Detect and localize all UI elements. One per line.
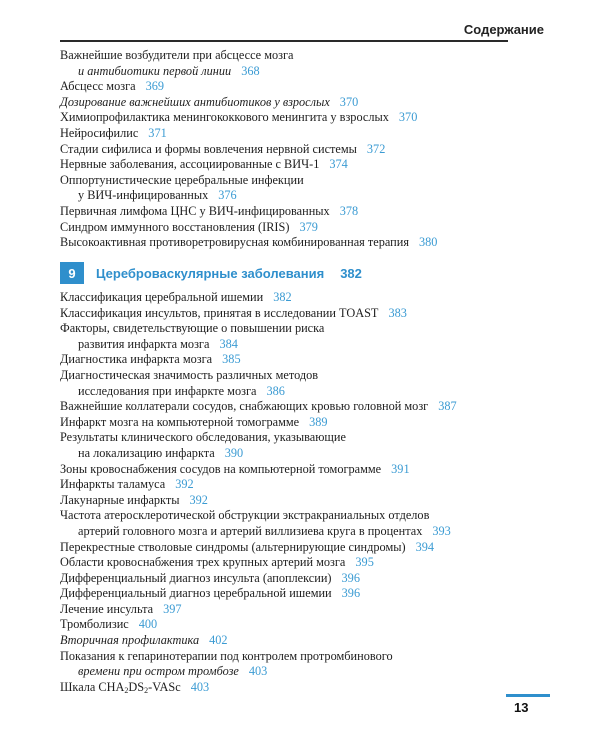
toc-entry[interactable]: Лакунарные инфаркты 392 bbox=[60, 492, 208, 507]
running-header: Содержание bbox=[463, 22, 544, 37]
page-number: 13 bbox=[514, 700, 529, 715]
page-ref[interactable]: 371 bbox=[148, 125, 167, 140]
toc-entry[interactable]: Факторы, свидетельствующие о повышении риска развития инфаркта мозга 384 bbox=[60, 321, 325, 351]
page-ref[interactable]: 379 bbox=[299, 219, 318, 234]
page-ref[interactable]: 374 bbox=[329, 157, 348, 172]
toc-entry[interactable]: Инфаркты таламуса 392 bbox=[60, 477, 194, 492]
page-ref[interactable]: 383 bbox=[388, 305, 407, 320]
page-ref[interactable]: 386 bbox=[266, 383, 285, 398]
page-ref[interactable]: 387 bbox=[438, 399, 457, 414]
page-ref[interactable]: 397 bbox=[163, 601, 182, 616]
toc-entry[interactable]: Зоны кровоснабжения сосудов на компьютерной томограмме 391 bbox=[60, 461, 410, 476]
page-ref[interactable]: 392 bbox=[189, 492, 208, 507]
page-ref[interactable]: 395 bbox=[355, 555, 374, 570]
page-ref[interactable]: 378 bbox=[339, 203, 359, 218]
page-ref[interactable]: 382 bbox=[273, 290, 292, 304]
toc-entry[interactable]: Нервные заболевания, ассоциированные с ВИЧ-1 374 bbox=[60, 157, 348, 172]
toc-entry[interactable]: Частота атеросклеротической обструкции экстракраниальных отделов артерий головного мозга и артерий виллизиева круга в процентах 393 bbox=[60, 508, 451, 538]
toc-entry[interactable]: Диагностическая значимость различных методов исследования при инфаркте мозга 386 bbox=[60, 367, 319, 398]
toc-entry[interactable]: Важнейшие коллатерали сосудов, снабжающих кровью головной мозг 387 bbox=[60, 399, 457, 414]
page-ref[interactable]: 391 bbox=[391, 461, 410, 476]
toc-entry[interactable]: Нейросифилис 371 bbox=[60, 125, 167, 140]
toc-entry[interactable]: Диагностика инфаркта мозга 385 bbox=[60, 352, 241, 367]
page-ref[interactable]: 369 bbox=[145, 79, 165, 94]
toc-entry[interactable]: Перекрестные стволовые синдромы (альтернирующие синдромы) 394 bbox=[60, 539, 435, 554]
toc-section-b bbox=[60, 290, 540, 695]
toc-entry[interactable]: Стадии сифилиса и формы вовлечения нервной системы 372 bbox=[60, 141, 386, 156]
page-ref[interactable]: 385 bbox=[222, 352, 241, 367]
page-ref[interactable]: 396 bbox=[341, 586, 361, 601]
toc-entry[interactable]: Важнейшие возбудители при абсцессе мозга и антибиотики первой линии 368 bbox=[60, 48, 294, 78]
toc-entry[interactable]: Абсцесс мозга 369 bbox=[60, 79, 165, 94]
page-ref[interactable]: 393 bbox=[432, 523, 451, 538]
page-ref[interactable]: 370 bbox=[339, 94, 359, 109]
page-ref[interactable]: 400 bbox=[138, 617, 158, 632]
toc-entry[interactable]: Вторичная профилактика 402 bbox=[60, 633, 228, 648]
toc-entry[interactable]: Классификация церебральной ишемии 382 bbox=[60, 290, 292, 304]
page-ref[interactable]: 394 bbox=[415, 539, 435, 554]
page-ref[interactable]: 372 bbox=[366, 141, 386, 156]
chapter-heading[interactable] bbox=[60, 262, 362, 284]
toc-entry[interactable]: Шкала $CHA_2DS_2$-VASc 403 bbox=[60, 679, 210, 695]
toc-entry[interactable]: Дозирование важнейших антибиотиков у взрослых 370 bbox=[60, 94, 359, 109]
toc-entry[interactable]: Показания к гепаринотерапии под контролем протромбинового времени при остром тромбозе 403 bbox=[60, 648, 393, 679]
page-ref[interactable]: 380 bbox=[418, 235, 438, 250]
toc-entry[interactable]: Результаты клинического обследования, указывающие на локализацию инфаркта 390 bbox=[60, 430, 346, 460]
header-rule bbox=[60, 40, 508, 42]
toc-entry[interactable]: Химиопрофилактика менингококкового менингита у взрослых 370 bbox=[60, 110, 418, 125]
toc-entry[interactable]: Первичная лимфома ЦНС у ВИЧ-инфицированных 378 bbox=[60, 203, 359, 218]
footer-rule bbox=[506, 694, 550, 697]
toc-entry[interactable]: Классификация инсультов, принятая в исследовании TOAST 383 bbox=[60, 305, 407, 320]
toc-entry[interactable]: Области кровоснабжения трех крупных артерий мозга 395 bbox=[60, 555, 374, 570]
page-ref[interactable]: 403 bbox=[190, 679, 210, 694]
page-ref[interactable]: 390 bbox=[224, 445, 244, 460]
page-ref[interactable]: 403 bbox=[248, 664, 268, 679]
toc-entry[interactable]: Дифференциальный диагноз церебральной ишемии 396 bbox=[60, 586, 361, 601]
page-ref[interactable]: 370 bbox=[398, 110, 418, 125]
chapter-title: Цереброваскулярные заболевания bbox=[96, 265, 325, 281]
chapter-number-badge: 9 bbox=[60, 262, 84, 284]
toc-entry[interactable]: Тромболизис 400 bbox=[60, 617, 158, 632]
toc-entry[interactable]: Высокоактивная противоретровирусная комбинированная терапия 380 bbox=[60, 235, 438, 250]
page-ref[interactable]: 389 bbox=[309, 414, 328, 429]
toc-entry[interactable]: Оппортунистические церебральные инфекции у ВИЧ-инфицированных 376 bbox=[60, 172, 304, 203]
page-ref[interactable]: 368 bbox=[241, 63, 260, 78]
toc-entry[interactable]: Дифференциальный диагноз инсульта (апоплексии) 396 bbox=[60, 570, 360, 585]
toc-entry[interactable]: Лечение инсульта 397 bbox=[60, 601, 182, 616]
toc-entry[interactable]: Инфаркт мозга на компьютерной томограмме 389 bbox=[60, 414, 328, 429]
page-ref[interactable]: 402 bbox=[209, 633, 228, 648]
chapter-page-ref[interactable]: 382 bbox=[340, 265, 362, 281]
page-ref[interactable]: 396 bbox=[341, 570, 360, 585]
page-ref[interactable]: 384 bbox=[219, 336, 238, 351]
page-ref[interactable]: 376 bbox=[218, 188, 237, 203]
page-ref[interactable]: 392 bbox=[175, 477, 194, 492]
toc-entry[interactable]: Синдром иммунного восстановления (IRIS) 379 bbox=[60, 219, 318, 234]
toc-section-a bbox=[60, 48, 540, 251]
